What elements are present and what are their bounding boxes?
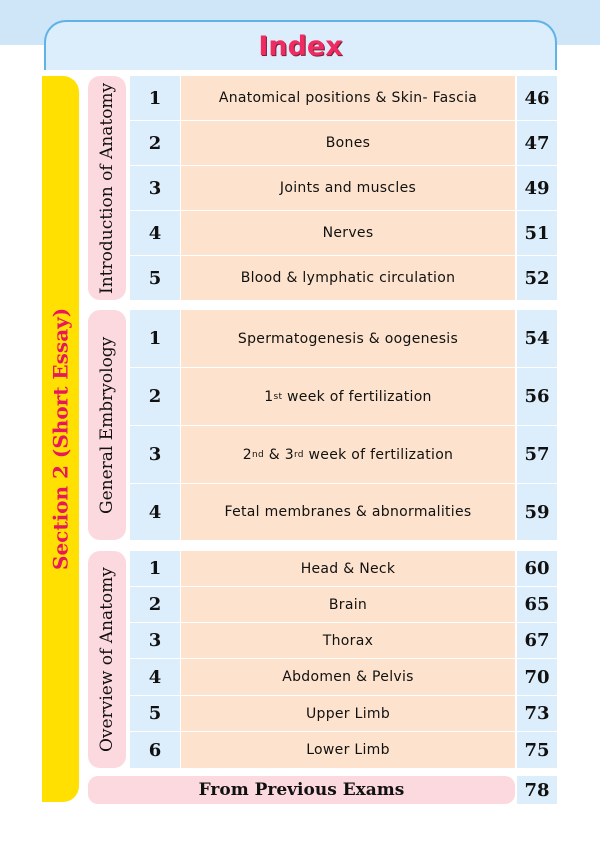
group-label-overview [88, 551, 126, 768]
row-number: 3 [130, 426, 180, 483]
group-label-introduction [88, 76, 126, 300]
row-page: 67 [517, 623, 557, 658]
row-number: 2 [130, 121, 180, 165]
row-number: 3 [130, 166, 180, 210]
row-number: 1 [130, 76, 180, 120]
row-topic[interactable] [181, 368, 515, 425]
row-number: 3 [130, 623, 180, 658]
row-topic[interactable]: Lower Limb [181, 732, 515, 768]
row-number: 5 [130, 696, 180, 731]
section-bar [42, 76, 79, 802]
row-number: 4 [130, 211, 180, 255]
row-page: 51 [517, 211, 557, 255]
row-number: 2 [130, 587, 180, 622]
row-page: 47 [517, 121, 557, 165]
row-page: 49 [517, 166, 557, 210]
row-page: 57 [517, 426, 557, 483]
row-topic[interactable]: Upper Limb [181, 696, 515, 731]
page-title: Index [258, 31, 343, 62]
row-topic[interactable]: Joints and muscles [181, 166, 515, 210]
row-topic[interactable]: Head & Neck [181, 551, 515, 586]
row-topic[interactable]: Fetal membranes & abnormalities [181, 484, 515, 540]
group-label-text: Overview of Anatomy [97, 567, 117, 752]
topic-text: & 3 [264, 446, 294, 463]
row-number: 4 [130, 484, 180, 540]
ordinal-number: 1 [264, 388, 274, 405]
ordinal-suffix: st [273, 391, 283, 402]
row-number: 2 [130, 368, 180, 425]
footer-label[interactable]: From Previous Exams [88, 776, 515, 804]
row-number: 4 [130, 659, 180, 695]
footer-page: 78 [517, 776, 557, 804]
row-number: 1 [130, 310, 180, 367]
row-page: 65 [517, 587, 557, 622]
group-label-text: General Embryology [97, 336, 117, 514]
section-label: Section 2 (Short Essay) [48, 307, 73, 571]
row-page: 52 [517, 256, 557, 300]
row-topic[interactable]: Bones [181, 121, 515, 165]
row-topic[interactable]: Thorax [181, 623, 515, 658]
row-page: 70 [517, 659, 557, 695]
row-topic[interactable]: Spermatogenesis & oogenesis [181, 310, 515, 367]
row-page: 60 [517, 551, 557, 586]
ordinal-suffix: nd [251, 449, 264, 460]
row-number: 6 [130, 732, 180, 768]
row-topic[interactable]: Nerves [181, 211, 515, 255]
group-label-embryology [88, 310, 126, 540]
topic-text: week of fertilization [282, 388, 432, 405]
row-topic[interactable]: Brain [181, 587, 515, 622]
row-page: 56 [517, 368, 557, 425]
title-box [44, 20, 557, 70]
row-page: 59 [517, 484, 557, 540]
row-page: 75 [517, 732, 557, 768]
group-label-text: Introduction of Anatomy [97, 82, 117, 294]
row-number: 1 [130, 551, 180, 586]
topic-text: week of fertilization [303, 446, 454, 463]
row-topic[interactable]: Blood & lymphatic circulation [181, 256, 515, 300]
row-page: 46 [517, 76, 557, 120]
row-number: 5 [130, 256, 180, 300]
row-topic[interactable]: Abdomen & Pelvis [181, 659, 515, 695]
ordinal-suffix: rd [293, 449, 304, 460]
row-page: 54 [517, 310, 557, 367]
row-topic[interactable] [181, 426, 515, 483]
ordinal-number: 2 [242, 446, 252, 463]
row-topic[interactable]: Anatomical positions & Skin- Fascia [181, 76, 515, 120]
row-page: 73 [517, 696, 557, 731]
